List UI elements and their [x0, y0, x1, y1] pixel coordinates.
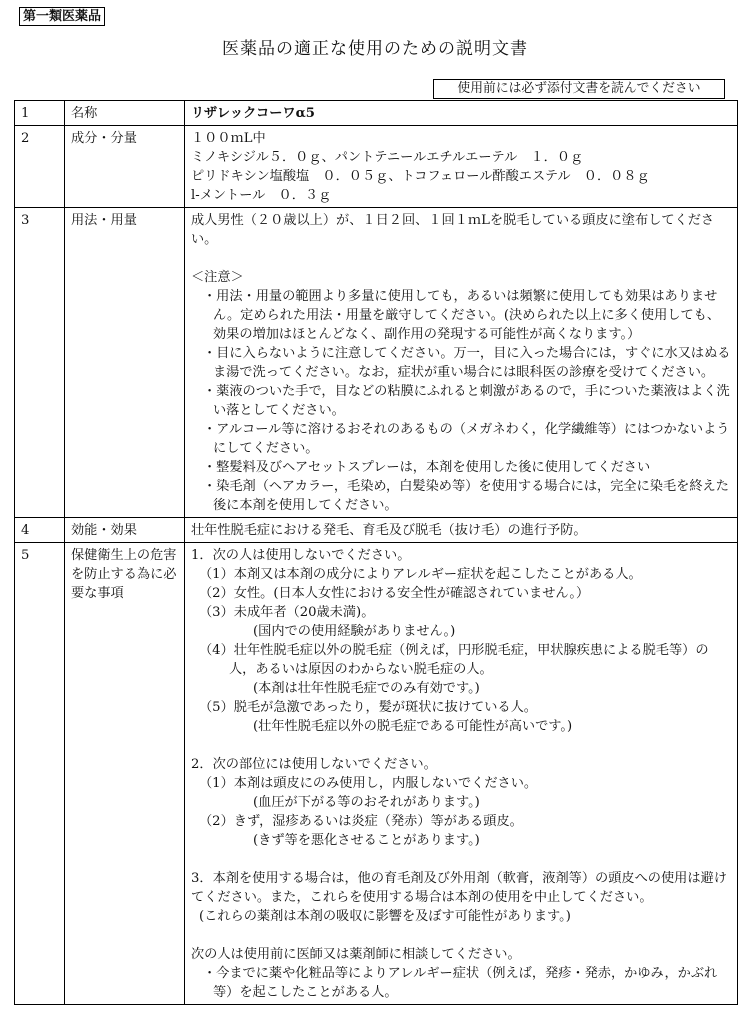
table-row [15, 101, 738, 126]
precautions-cell [185, 543, 738, 1005]
efficacy-text: 壮年性脱毛症における発毛、育毛及び脱毛（抜け毛）の進行予防。 [185, 518, 738, 543]
product-name [185, 101, 738, 126]
ingredients-cell [185, 126, 738, 208]
precaution-item: （1）本剤は頭皮にのみ使用し，内服しないでください。 [199, 776, 538, 791]
row-number: 5 [15, 543, 65, 1005]
caution-item: ・アルコール等に溶けるおそれのあるもの（メガネわく，化学繊維等）にはつかないようにしてください。 [203, 422, 730, 456]
table-row [15, 518, 738, 543]
dosage-cell [185, 208, 738, 518]
precaution-item: （2）きず，湿疹あるいは炎症（発赤）等がある頭皮。 [199, 814, 523, 829]
precaution-item: （2）女性。(日本人女性における安全性が確認されていません。） [199, 586, 590, 601]
row-label: 名称 [65, 101, 185, 126]
section-heading: 1．次の人は使用しないでください。 [191, 548, 411, 563]
caution-item: ・染毛剤（ヘアカラー，毛染め，白髪染め等）を使用する場合には，完全に染毛を終えた後に本剤を使用してください。 [203, 479, 729, 513]
precaution-note: (国内での使用経験がありません。) [253, 624, 456, 639]
table-row [15, 208, 738, 518]
consult-item: ・今までに薬や化粧品等によりアレルギー症状（例えば，発疹・発赤，かゆみ，かぶれ等）を起こしたことがある人。 [203, 966, 718, 1000]
row-label: 成分・分量 [65, 126, 185, 208]
ingredient-line: ミノキシジル５．０ｇ、パントテニールエチルエーテル １．０ｇ [191, 150, 584, 165]
dosage-text: 成人男性（２０歳以上）が、１日２回、１回１ｍLを脱毛している頭皮に塗布してください。 [191, 213, 715, 247]
caution-item: ・目に入らないように注意してください。万一，目に入った場合には，すぐに水又はぬるま湯で洗ってください。なお，症状が重い場合には眼科医の診療を受けてください。 [203, 346, 731, 380]
precaution-note: (血圧が下がる等のおそれがあります。) [253, 795, 480, 810]
precaution-item: （1）本剤又は本剤の成分によりアレルギー症状を起こしたことがある人。 [199, 567, 642, 582]
precaution-note: (壮年性脱毛症以外の脱毛症である可能性が高いです。) [253, 719, 573, 734]
caution-item: ・整髪料及びヘアセットスプレーは，本剤を使用した後に使用してください [203, 460, 651, 475]
row-label: 効能・効果 [65, 518, 185, 543]
info-table [14, 100, 738, 1005]
table-row [15, 126, 738, 208]
precaution-note: (本剤は壮年性脱毛症でのみ有効です。) [253, 681, 480, 696]
ingredient-line: ピリドキシン塩酸塩 ０．０５ｇ、トコフェロール酢酸エステル ０．０８ｇ [191, 169, 650, 184]
read-insert-notice: 使用前には必ず添付文書を読んでください [433, 79, 725, 99]
precaution-item: （3）未成年者（20歳未満)。 [199, 605, 375, 620]
row-number: 4 [15, 518, 65, 543]
row-label: 用法・用量 [65, 208, 185, 518]
drug-category-badge: 第一類医薬品 [19, 7, 105, 26]
table-row [15, 543, 738, 1005]
row-number: 3 [15, 208, 65, 518]
row-number: 1 [15, 101, 65, 126]
caution-heading: ＜注意＞ [191, 270, 244, 285]
precaution-item: （4）壮年性脱毛症以外の脱毛症（例えば，円形脱毛症，甲状腺疾患による脱毛等）の人，あるいは原因のわからない脱毛症の人。 [199, 643, 709, 677]
row-label: 保健衛生上の危害を防止する為に必要な事項 [65, 543, 185, 1005]
precaution-note: (きず等を悪化させることがあります。) [253, 833, 480, 848]
caution-item: ・用法・用量の範囲より多量に使用しても，あるいは頻繁に使用しても効果はありません。定められた用法・用量を厳守してください。(決められた以上に多く使用しても、効果の増加はほとんどなく、副作用の発現する可能性が高くなります。） [203, 289, 721, 342]
section-note: (これらの薬剤は本剤の吸収に影響を及ぼす可能性があります。) [199, 909, 571, 924]
caution-item: ・薬液のついた手で，目などの粘膜にふれると刺激があるので，手についた薬液はよく洗い落としてください。 [203, 384, 730, 418]
section-text: 3．本剤を使用する場合は，他の育毛剤及び外用剤（軟膏，液剤等）の頭皮への使用は避けてください。また，これらを使用する場合は本剤の使用を中止してください。 [191, 871, 727, 905]
section-heading: 2．次の部位には使用しないでください。 [191, 757, 437, 772]
consult-heading: 次の人は使用前に医師又は薬剤師に相談してください。 [191, 947, 521, 962]
ingredient-line: l-メントール ０．３ｇ [191, 188, 332, 203]
precaution-item: （5）脱毛が急激であったり，髪が斑状に抜けている人。 [199, 700, 537, 715]
ingredient-line: １００ｍL中 [191, 131, 266, 146]
row-number: 2 [15, 126, 65, 208]
document-title: 医薬品の適正な使用のための説明文書 [222, 39, 528, 59]
product-name-text: リザレックコーワα5 [191, 106, 315, 121]
